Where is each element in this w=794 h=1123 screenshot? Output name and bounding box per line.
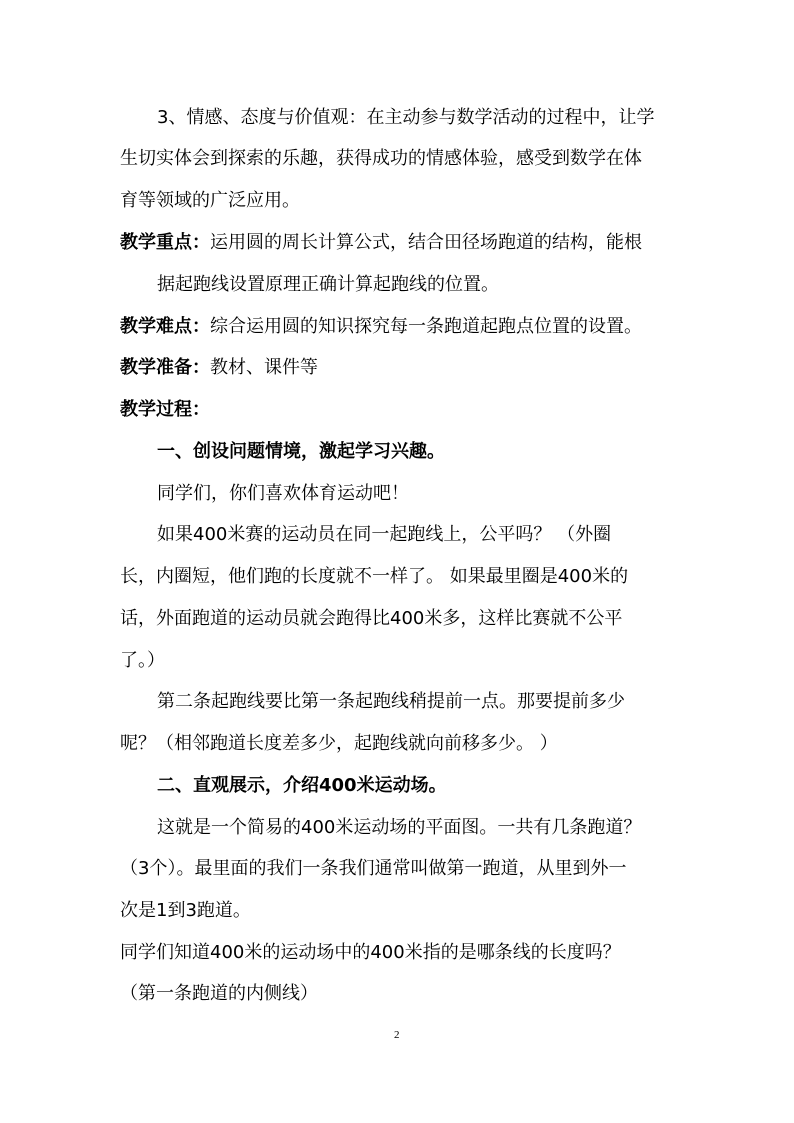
text-line: 3、情感、态度与价值观：在主动参与数学活动的过程中，让学 bbox=[157, 107, 655, 128]
text-line: 教学难点：综合运用圆的知识探究每一条跑道起跑点位置的设置。 bbox=[120, 316, 642, 337]
subsection-heading: 一、创设问题情境，激起学习兴趣。 bbox=[157, 441, 445, 462]
text-line: 生切实体会到探索的乐趣，获得成功的情感体验，感受到数学在体 bbox=[120, 148, 642, 169]
text-line: （第一条跑道的内侧线） bbox=[120, 983, 318, 1004]
text-line: 据起跑线设置原理正确计算起跑线的位置。 bbox=[157, 274, 499, 295]
page-number: 2 bbox=[394, 1029, 400, 1041]
text-line: 呢？（相邻跑道长度差多少，起跑线就向前移多少。 ） bbox=[120, 733, 558, 754]
text-line: 同学们知道400米的运动场中的400米指的是哪条线的长度吗？ bbox=[120, 942, 621, 963]
text-line: 次是1到3跑道。 bbox=[120, 900, 251, 921]
subsection-heading: 二、直观展示，介绍400米运动场。 bbox=[157, 775, 447, 796]
text-line: 第二条起跑线要比第一条起跑线稍提前一点。那要提前多少 bbox=[157, 691, 625, 712]
section-heading-key-points: 教学重点： bbox=[120, 232, 210, 253]
section-heading-difficulties: 教学难点： bbox=[120, 316, 210, 337]
text-line: 这就是一个简易的400米运动场的平面图。一共有几条跑道？ bbox=[157, 817, 642, 838]
text-line: （3个）。最里面的我们一条我们通常叫做第一跑道，从里到外一 bbox=[120, 858, 627, 879]
text-line: 教学准备：教材、课件等 bbox=[120, 357, 318, 378]
section-heading-preparation: 教学准备： bbox=[120, 357, 210, 378]
text-line: 长，内圈短，他们跑的长度就不一样了。 如果最里圈是400米的 bbox=[120, 566, 629, 587]
text-line: 如果400米赛的运动员在同一起跑线上，公平吗？ （外圈 bbox=[157, 524, 612, 545]
text-line: 了。） bbox=[120, 650, 165, 671]
section-heading-process: 教学过程： bbox=[120, 399, 210, 420]
text-line: 同学们，你们喜欢体育运动吧！ bbox=[157, 483, 409, 504]
text-line: 话，外面跑道的运动员就会跑得比400米多，这样比赛就不公平 bbox=[120, 608, 623, 629]
text-line: 教学重点：运用圆的周长计算公式，结合田径场跑道的结构，能根 bbox=[120, 232, 642, 253]
text-line: 育等领域的广泛应用。 bbox=[120, 190, 300, 211]
